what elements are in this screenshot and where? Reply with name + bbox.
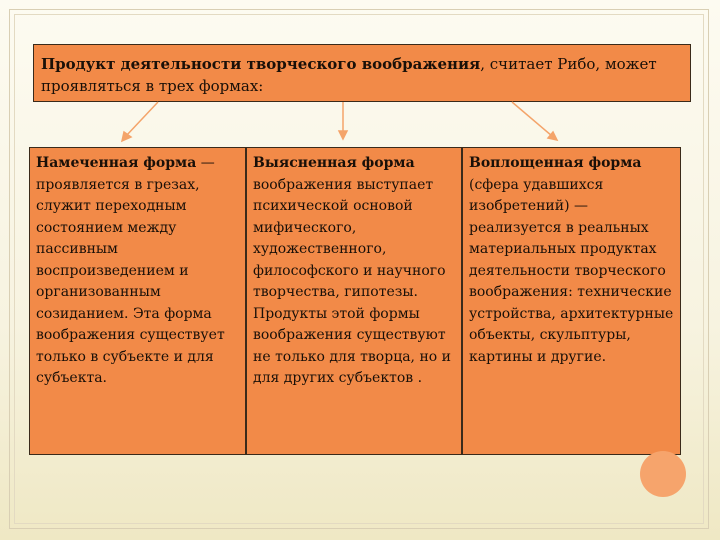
arrow-center-head (339, 131, 347, 139)
header-title-bold: Продукт деятельности творческого воображения (41, 55, 481, 73)
header-title-rest: , считает Рибо, может проявляться в трех формах: (41, 55, 657, 95)
column-text: — проявляется в грезах, служит переходным состоянием между пассивным воспроизведением и организованным созиданием. Эта форма воображения существует только в субъекте и для субъекта. (36, 155, 225, 386)
column-text: (сфера удавшихся изобретений) — реализуется в реальных материальных продуктах деятельности творческого воображения: технические устройства, архитектурные объекты, скульптуры, картины и другие. (469, 176, 674, 365)
connector-arrows (0, 0, 720, 160)
arrow-left-line (126, 102, 158, 136)
column-text: воображения выступает психической основой мифического, художественного, философского и научного творчества, гипотезы. Продукты этой формы воображения существуют не только для творца, но и для других субъектов . (253, 176, 451, 386)
arrow-left-head (122, 132, 131, 141)
form-column-embodied (462, 147, 681, 455)
column-term: Выясненная форма (253, 155, 415, 171)
decorative-circle (640, 451, 686, 497)
form-column-clarified (246, 147, 462, 455)
arrow-right-line (512, 102, 552, 136)
column-term: Воплощенная форма (469, 155, 642, 171)
form-column-intended (29, 147, 246, 455)
column-term: Намеченная форма (36, 155, 197, 171)
